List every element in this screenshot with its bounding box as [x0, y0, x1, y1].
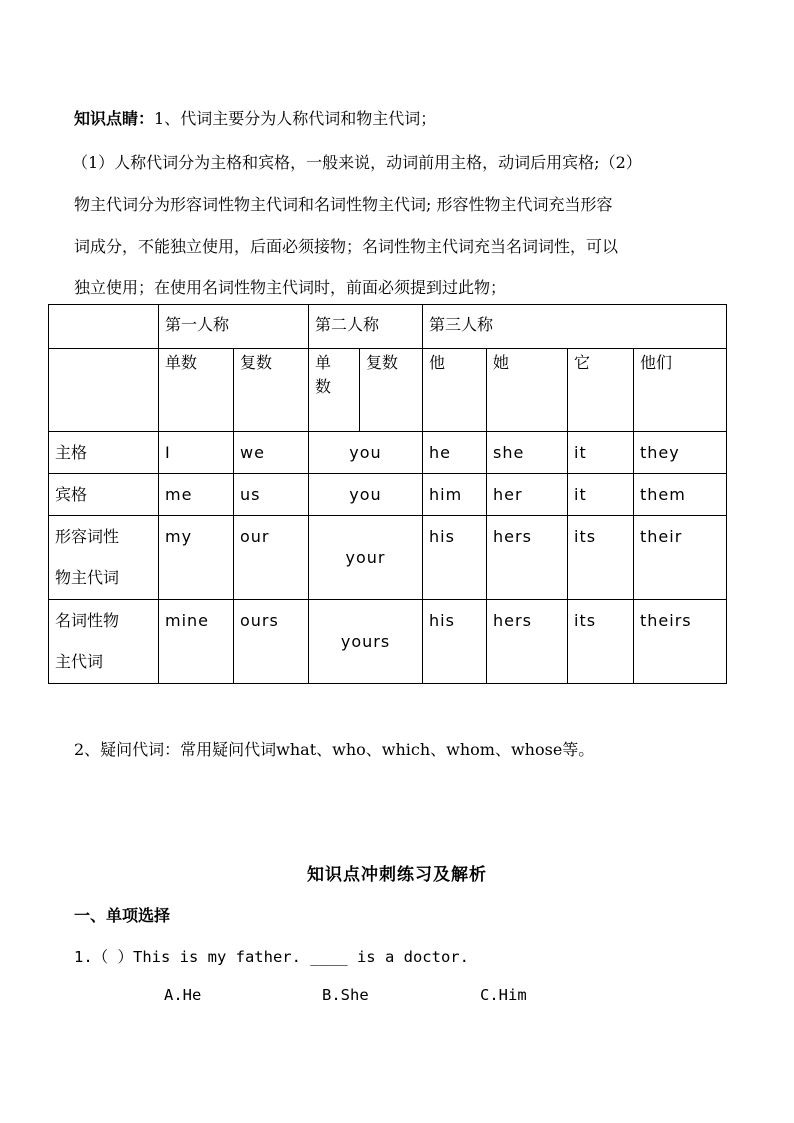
sub-second-plural: 复数 [360, 349, 423, 432]
sub-second-singular-b: 数 [315, 377, 332, 396]
sub-it: 它 [568, 349, 634, 432]
cell: your [309, 516, 423, 600]
cell: I [159, 432, 234, 474]
cell: mine [159, 600, 234, 684]
cell: him [423, 474, 487, 516]
sub-second-singular-a: 单 [315, 353, 332, 372]
cell: it [568, 432, 634, 474]
practice-title: 知识点冲刺练习及解析 [307, 865, 487, 885]
header-third-person: 第三人称 [423, 305, 727, 349]
cell: theirs [634, 600, 727, 684]
part-1-title: 一、单项选择 [74, 906, 171, 925]
cell: me [159, 474, 234, 516]
cell: hers [487, 600, 568, 684]
table-row [49, 432, 727, 474]
cell: my [159, 516, 234, 600]
cell: its [568, 600, 634, 684]
sub-he: 他 [423, 349, 487, 432]
cell: she [487, 432, 568, 474]
cell: her [487, 474, 568, 516]
cell: it [568, 474, 634, 516]
header-second-person: 第二人称 [309, 305, 423, 349]
row-label [49, 516, 159, 600]
table-empty-cell [49, 349, 159, 432]
table-row [49, 516, 727, 600]
header-first-person: 第一人称 [159, 305, 309, 349]
sub-second-singular [309, 349, 360, 432]
section-2-interrogative: 2、疑问代词：常用疑问代词what、who、which、whom、whose等。 [74, 740, 595, 759]
cell: us [234, 474, 309, 516]
pronoun-table [48, 304, 727, 684]
table-header-row [49, 305, 727, 349]
cell: you [309, 432, 423, 474]
intro-heading: 知识点睛： [74, 109, 155, 128]
table-row [49, 600, 727, 684]
cell: our [234, 516, 309, 600]
row-label-line: 主代词 [55, 652, 104, 671]
cell: they [634, 432, 727, 474]
intro-line-2: （1）人称代词分为主格和宾格，一般来说，动词前用主格，动词后用宾格;（2） [72, 153, 642, 172]
table-row [49, 474, 727, 516]
sub-they: 他们 [634, 349, 727, 432]
row-label [49, 600, 159, 684]
cell: he [423, 432, 487, 474]
row-label: 主格 [49, 432, 159, 474]
cell: yours [309, 600, 423, 684]
row-label-line: 名词性物 [55, 611, 120, 630]
cell: them [634, 474, 727, 516]
option-a: A.He [164, 986, 202, 1004]
cell: hers [487, 516, 568, 600]
cell: we [234, 432, 309, 474]
table-corner-cell [49, 305, 159, 349]
cell: ours [234, 600, 309, 684]
cell: his [423, 600, 487, 684]
row-label-line: 形容词性 [55, 527, 120, 546]
option-c: C.Him [480, 986, 527, 1004]
intro-line-3: 物主代词分为形容词性物主代词和名词性物主代词; 形容性物主代词充当形容 [74, 195, 613, 214]
cell: his [423, 516, 487, 600]
cell: you [309, 474, 423, 516]
cell: its [568, 516, 634, 600]
cell: their [634, 516, 727, 600]
intro-line-5: 独立使用；在使用名词性物主代词时，前面必须提到过此物； [74, 278, 507, 297]
sub-first-singular: 单数 [159, 349, 234, 432]
row-label-line: 物主代词 [55, 568, 120, 587]
intro-line-1 [74, 106, 734, 129]
intro-line-1-text: 1、代词主要分为人称代词和物主代词； [154, 109, 437, 128]
sub-she: 她 [487, 349, 568, 432]
row-label: 宾格 [49, 474, 159, 516]
option-b: B.She [322, 986, 369, 1004]
question-1: 1.（ ）This is my father. ____ is a doctor. [74, 948, 469, 966]
sub-first-plural: 复数 [234, 349, 309, 432]
intro-line-4: 词成分，不能独立使用，后面必须接物；名词性物主代词充当名词词性，可以 [74, 237, 619, 256]
table-subheader-row [49, 349, 727, 432]
